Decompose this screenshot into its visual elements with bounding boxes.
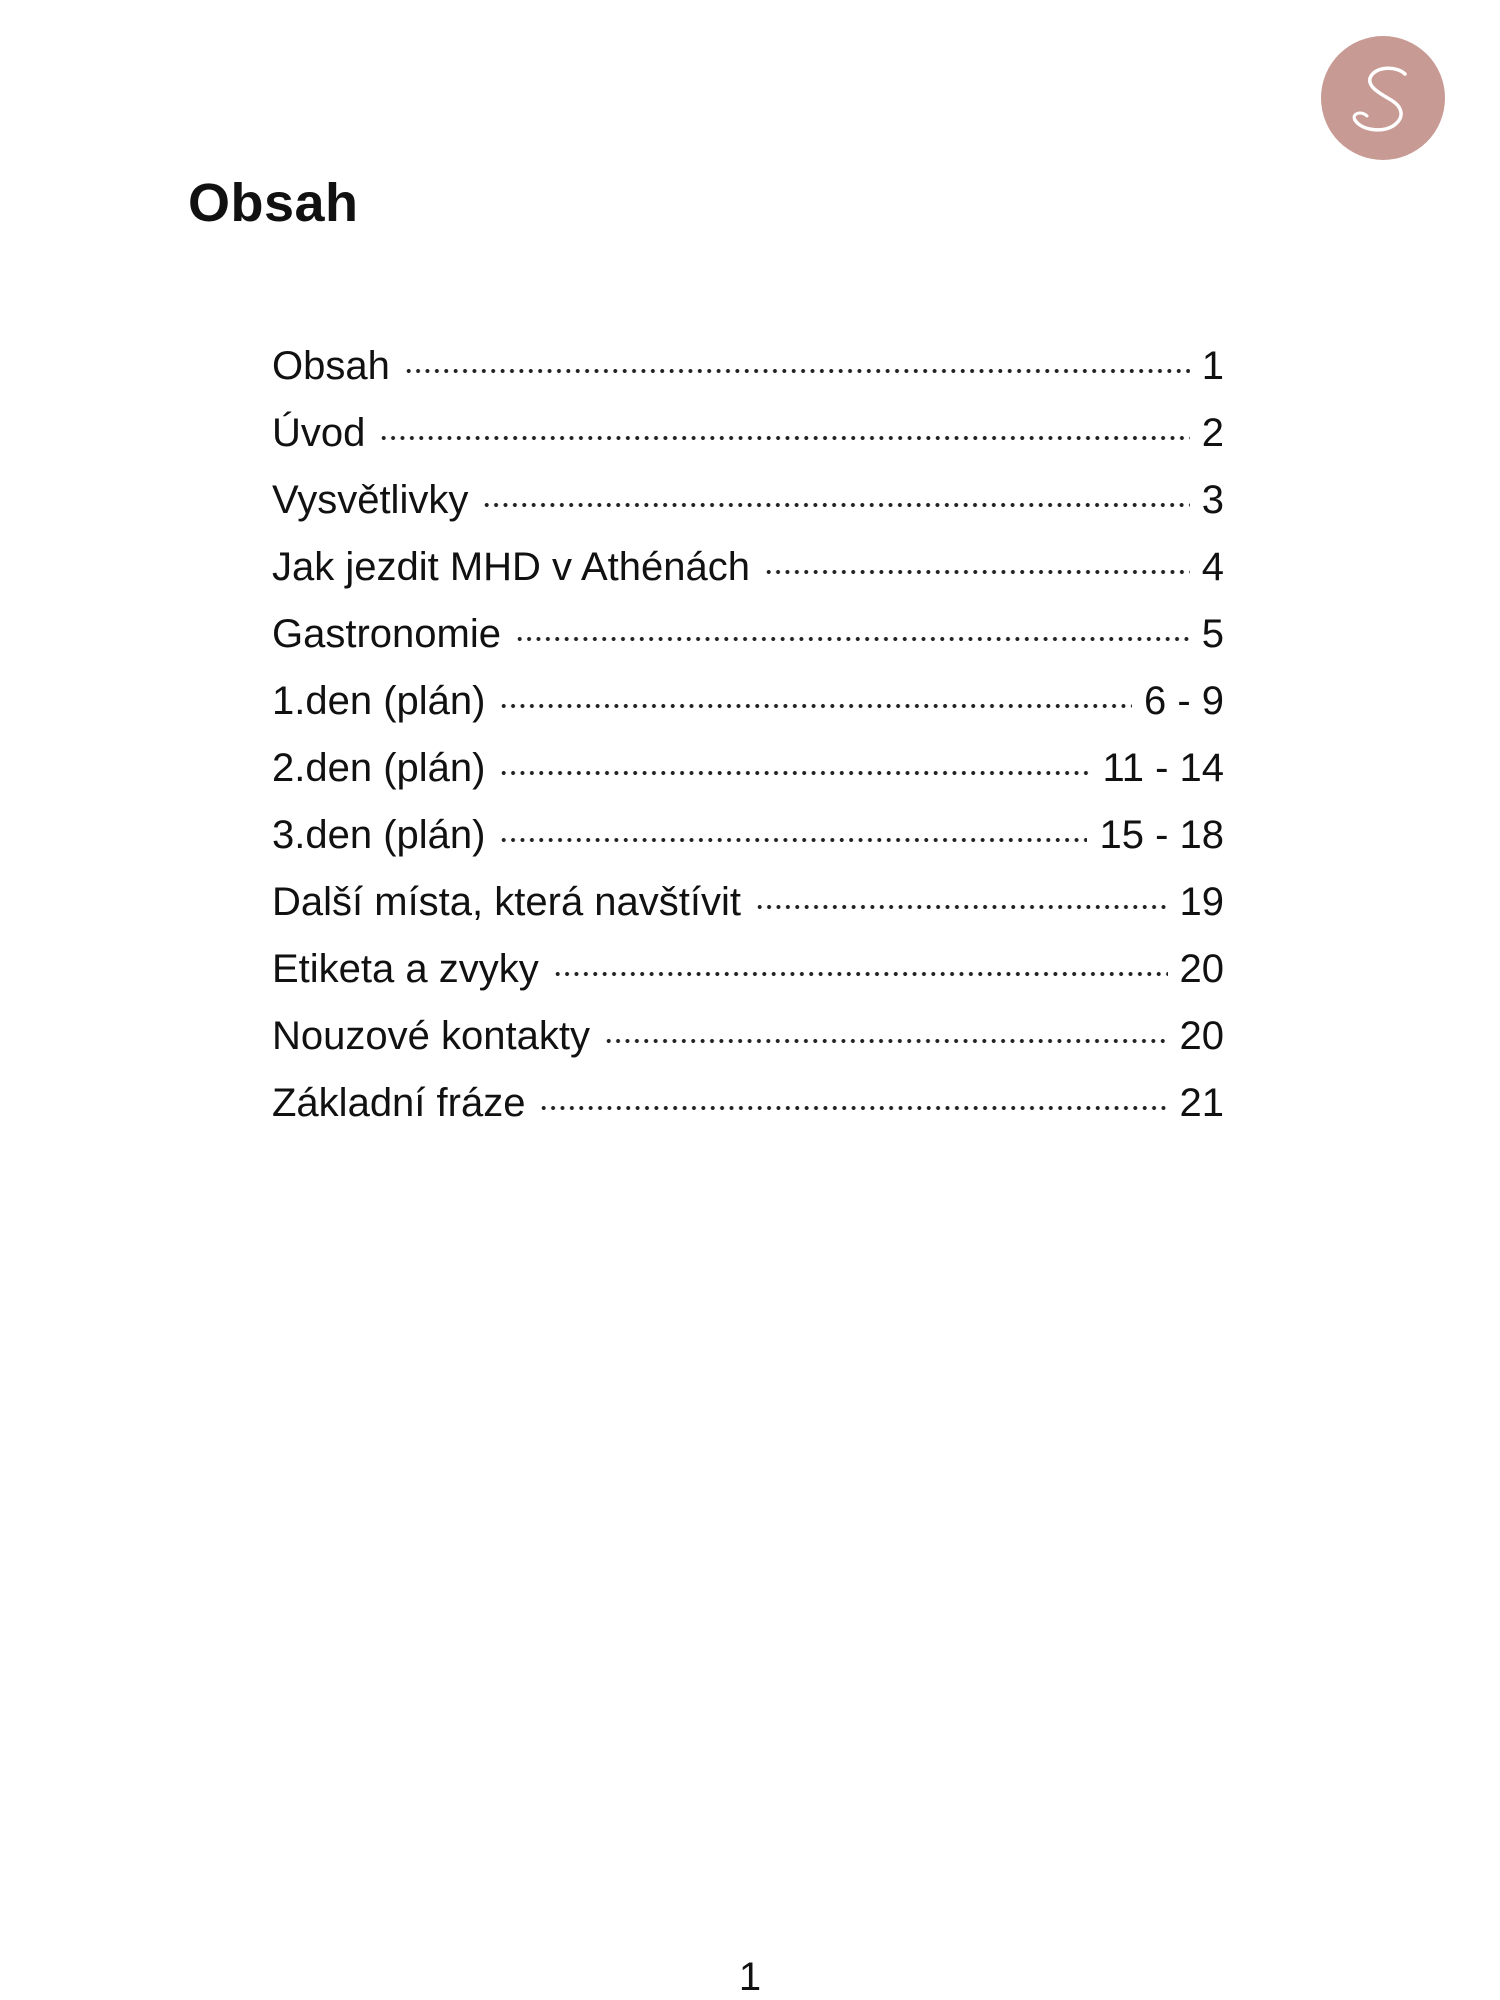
table-of-contents: [272, 333, 1224, 1137]
toc-entry-label: Gastronomie: [272, 612, 501, 656]
toc-entry-page: 2: [1201, 411, 1224, 455]
toc-entry-page: 15 - 18: [1099, 813, 1224, 857]
toc-dot-leader: [499, 771, 1090, 775]
toc-dot-leader: [482, 503, 1189, 507]
toc-entry[interactable]: [272, 534, 1224, 601]
toc-dot-leader: [553, 972, 1168, 976]
toc-entry-page: 4: [1201, 545, 1224, 589]
toc-entry[interactable]: [272, 601, 1224, 668]
toc-entry[interactable]: [272, 735, 1224, 802]
toc-entry-label: Úvod: [272, 411, 366, 455]
toc-entry-page: 20: [1179, 1014, 1224, 1058]
script-s-logo-icon: [1321, 36, 1445, 160]
toc-dot-leader: [379, 436, 1189, 440]
toc-dot-leader: [764, 570, 1190, 574]
toc-entry[interactable]: [272, 333, 1224, 400]
toc-entry-page: 3: [1201, 478, 1224, 522]
toc-entry-label: Základní fráze: [272, 1081, 526, 1125]
toc-entry[interactable]: [272, 869, 1224, 936]
page-number: 1: [738, 1955, 762, 1999]
toc-entry[interactable]: [272, 668, 1224, 735]
toc-entry-label: Jak jezdit MHD v Athénách: [272, 545, 750, 589]
toc-entry[interactable]: [272, 1070, 1224, 1137]
toc-entry-label: Etiketa a zvyky: [272, 947, 539, 991]
toc-entry-page: 11 - 14: [1102, 746, 1224, 790]
toc-entry[interactable]: [272, 400, 1224, 467]
toc-entry-label: 1.den (plán): [272, 679, 486, 723]
toc-entry-page: 5: [1201, 612, 1224, 656]
toc-entry-label: 3.den (plán): [272, 813, 486, 857]
toc-entry-page: 20: [1179, 947, 1224, 991]
toc-dot-leader: [539, 1106, 1167, 1110]
toc-dot-leader: [604, 1039, 1168, 1043]
toc-entry-page: 1: [1201, 344, 1224, 388]
toc-dot-leader: [499, 838, 1087, 842]
toc-dot-leader: [515, 637, 1190, 641]
toc-dot-leader: [404, 369, 1190, 373]
toc-entry-label: Vysvětlivky: [272, 478, 469, 522]
toc-entry-page: 21: [1179, 1081, 1224, 1125]
toc-entry[interactable]: [272, 467, 1224, 534]
page-title: Obsah: [188, 173, 359, 233]
toc-dot-leader: [499, 704, 1131, 708]
toc-entry-label: Obsah: [272, 344, 390, 388]
toc-entry-label: Další místa, která navštívit: [272, 880, 742, 924]
toc-entry-page: 6 - 9: [1143, 679, 1224, 723]
toc-entry-page: 19: [1179, 880, 1224, 924]
toc-entry[interactable]: [272, 1003, 1224, 1070]
toc-entry[interactable]: [272, 936, 1224, 1003]
toc-entry-label: Nouzové kontakty: [272, 1014, 590, 1058]
toc-entry[interactable]: [272, 802, 1224, 869]
toc-dot-leader: [755, 905, 1167, 909]
logo-badge: [1321, 36, 1445, 160]
toc-entry-label: 2.den (plán): [272, 746, 486, 790]
